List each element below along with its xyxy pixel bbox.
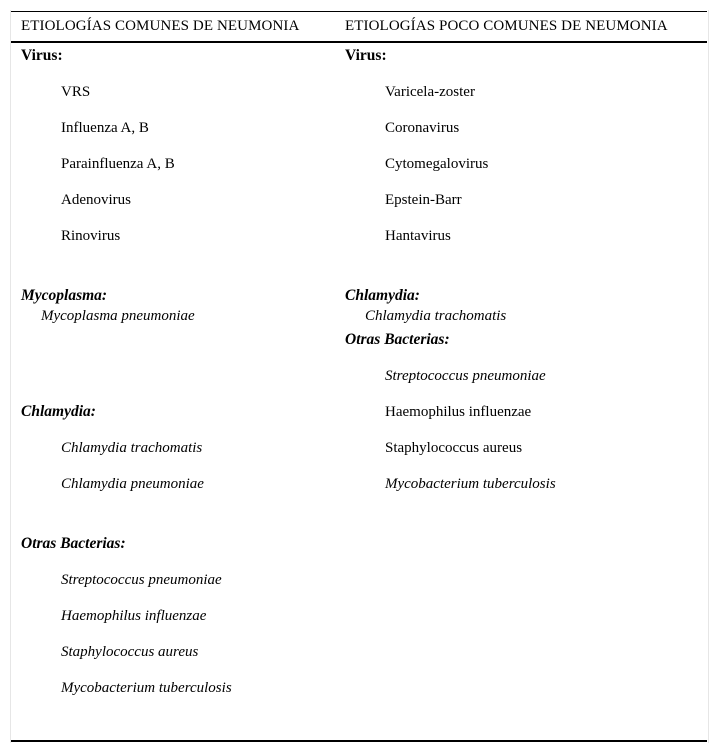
common-virus-item: VRS bbox=[61, 84, 91, 100]
common-virus-item: Rinovirus bbox=[61, 228, 121, 244]
header-uncommon: ETIOLOGÍAS POCO COMUNES DE NEUMONIA bbox=[345, 18, 668, 34]
common-virus-item: Parainfluenza A, B bbox=[61, 156, 175, 172]
bottom-rule bbox=[11, 740, 707, 742]
common-virus-item: Adenovirus bbox=[61, 192, 131, 208]
uncommon-bacteria-item: Streptococcus pneumoniae bbox=[385, 368, 546, 384]
uncommon-chlamydia-label: Chlamydia: bbox=[345, 287, 420, 304]
uncommon-bacteria-item: Staphylococcus aureus bbox=[385, 440, 523, 456]
uncommon-virus-item: Cytomegalovirus bbox=[385, 156, 489, 172]
common-bacteria-item: Mycobacterium tuberculosis bbox=[61, 680, 232, 696]
uncommon-otras-bacterias-label: Otras Bacterias: bbox=[345, 331, 450, 348]
top-rule bbox=[11, 11, 707, 12]
uncommon-virus-item: Hantavirus bbox=[385, 228, 451, 244]
common-bacteria-item: Staphylococcus aureus bbox=[61, 644, 199, 660]
common-virus-label: Virus: bbox=[21, 47, 63, 64]
uncommon-virus-item: Coronavirus bbox=[385, 120, 460, 136]
uncommon-virus-item: Epstein-Barr bbox=[385, 192, 462, 208]
common-mycoplasma-label: Mycoplasma: bbox=[21, 287, 108, 304]
uncommon-virus-item: Varicela-zoster bbox=[385, 84, 475, 100]
common-chlamydia-label: Chlamydia: bbox=[21, 403, 96, 420]
uncommon-bacteria-item: Mycobacterium tuberculosis bbox=[385, 476, 556, 492]
uncommon-chlamydia-item: Chlamydia trachomatis bbox=[365, 308, 507, 324]
header-rule bbox=[11, 41, 707, 43]
common-chlamydia-item: Chlamydia trachomatis bbox=[61, 440, 203, 456]
common-mycoplasma-item: Mycoplasma pneumoniae bbox=[41, 308, 195, 324]
uncommon-virus-label: Virus: bbox=[345, 47, 387, 64]
common-virus-item: Influenza A, B bbox=[61, 120, 149, 136]
header-common: ETIOLOGÍAS COMUNES DE NEUMONIA bbox=[21, 18, 300, 34]
uncommon-bacteria-item: Haemophilus influenzae bbox=[385, 404, 532, 420]
common-bacteria-item: Streptococcus pneumoniae bbox=[61, 572, 222, 588]
common-bacteria-item: Haemophilus influenzae bbox=[61, 608, 207, 624]
common-otras-bacterias-label: Otras Bacterias: bbox=[21, 535, 126, 552]
common-chlamydia-item: Chlamydia pneumoniae bbox=[61, 476, 204, 492]
